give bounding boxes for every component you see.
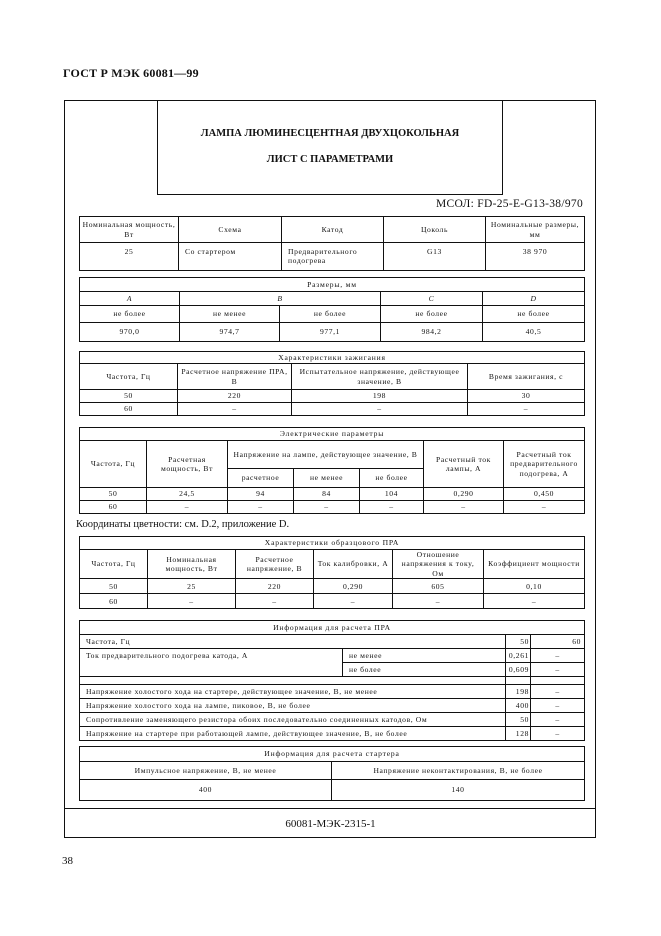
cell: – (294, 501, 360, 514)
dim-limit: не более (381, 306, 483, 323)
dim-value: 970,0 (80, 323, 180, 342)
ballast-table (79, 536, 585, 609)
th-rated-voltage: Расчетное напряжение, В (236, 550, 314, 579)
cell: 25 (80, 243, 179, 271)
cell: 30 (468, 390, 585, 403)
th-frequency: Частота, Гц (80, 441, 147, 488)
cell: 0,290 (314, 579, 393, 594)
dim-letter-a: A (80, 292, 180, 306)
dimensions-table (79, 277, 585, 342)
cell: 0,261 (506, 649, 531, 663)
th-sizes: Номинальные размеры, мм (486, 217, 585, 243)
cell: – (360, 501, 424, 514)
th-voltage-current-ratio: Отношение напряжения к току, Ом (393, 550, 484, 579)
cell: – (424, 501, 504, 514)
cell: 104 (360, 488, 424, 501)
cell: 198 (506, 685, 531, 699)
dim-limit: не более (80, 306, 180, 323)
cell: 220 (178, 390, 292, 403)
th-calibration-current: Ток калибровки, А (314, 550, 393, 579)
mcol-code: МСОЛ: FD-25-E-G13-38/970 (436, 198, 583, 210)
spacer (506, 677, 531, 685)
cell: – (531, 713, 585, 727)
th-sub: не менее (294, 469, 360, 488)
preheat-max-label: не более (343, 663, 506, 677)
cell: 25 (148, 579, 236, 594)
cell: – (178, 403, 292, 416)
cell: – (292, 403, 468, 416)
freq-60: 60 (531, 635, 585, 649)
cell: 50 (80, 579, 148, 594)
cell: Предварительного подогрева (282, 243, 384, 271)
general-table (79, 216, 585, 271)
dim-value: 40,5 (483, 323, 585, 342)
cell: 60 (80, 501, 147, 514)
dim-letter-c: C (381, 292, 483, 306)
cell: 60 (80, 403, 178, 416)
cell: – (148, 594, 236, 609)
cell: – (504, 501, 585, 514)
row-label: Напряжение на стартере при работающей лампе, действующее значение, В, не более (80, 727, 506, 741)
cell: 220 (236, 579, 314, 594)
th-frequency: Частота, Гц (80, 550, 148, 579)
cell: – (531, 663, 585, 677)
cell: 198 (292, 390, 468, 403)
dim-value: 977,1 (280, 323, 381, 342)
cell: 50 (506, 713, 531, 727)
title-box (157, 100, 503, 195)
electrical-table (79, 427, 585, 514)
doc-id: ГОСТ Р МЭК 60081—99 (63, 66, 199, 80)
cell: 50 (80, 488, 147, 501)
freq-label: Частота, Гц (80, 635, 506, 649)
ballast-caption: Характеристики образцового ПРА (80, 537, 585, 550)
th-power-factor: Коэффициент мощности (484, 550, 585, 579)
chromaticity-note: Координаты цветности: см. D.2, приложение D. (76, 519, 290, 530)
cell: 24,5 (147, 488, 228, 501)
th-lamp-voltage: Напряжение на лампе, действующее значение, В (228, 441, 424, 469)
cell: – (393, 594, 484, 609)
th-sub: не более (360, 469, 424, 488)
starter-info-table (79, 746, 585, 801)
cell: 605 (393, 579, 484, 594)
dim-limit: не более (280, 306, 381, 323)
ignition-table (79, 351, 585, 416)
row-label: Напряжение холостого хода на лампе, пиковое, В, не более (80, 699, 506, 713)
electrical-caption: Электрические параметры (80, 428, 585, 441)
spacer (80, 677, 506, 685)
cell: 94 (228, 488, 294, 501)
dim-letter-d: D (483, 292, 585, 306)
freq-50: 50 (506, 635, 531, 649)
dim-limit: не менее (180, 306, 280, 323)
cell: 50 (80, 390, 178, 403)
sheet-code: 60081-МЭК-2315-1 (285, 818, 376, 830)
th-impulse-voltage: Импульсное напряжение, В, не менее (80, 762, 332, 780)
th-frequency: Частота, Гц (80, 364, 178, 390)
dim-value: 984,2 (381, 323, 483, 342)
cell: 0,10 (484, 579, 585, 594)
cell: – (468, 403, 585, 416)
title-line-1: ЛАМПА ЛЮМИНЕСЦЕНТНАЯ ДВУХЦОКОЛЬНАЯ (200, 128, 460, 139)
th-base: Цоколь (384, 217, 486, 243)
th-nominal-power: Номинальная мощность, Вт (148, 550, 236, 579)
th-ballast-voltage: Расчетное напряжение ПРА, В (178, 364, 292, 390)
cell: – (236, 594, 314, 609)
spacer (531, 677, 585, 685)
th-power: Номинальная мощность, Вт (80, 217, 179, 243)
cell: 400 (80, 780, 332, 801)
cell: – (531, 727, 585, 741)
cell: 400 (506, 699, 531, 713)
cell: – (314, 594, 393, 609)
th-scheme: Схема (179, 217, 282, 243)
cell: 38 970 (486, 243, 585, 271)
cell: – (531, 649, 585, 663)
cell: G13 (384, 243, 486, 271)
th-lamp-current: Расчетный ток лампы, А (424, 441, 504, 488)
page-number: 38 (62, 855, 73, 867)
cell: – (531, 685, 585, 699)
th-rated-power: Расчетная мощность, Вт (147, 441, 228, 488)
dim-value: 974,7 (180, 323, 280, 342)
dimensions-caption: Размеры, мм (80, 278, 585, 292)
ballast-info-caption: Информация для расчета ПРА (80, 621, 585, 635)
th-noncontact-voltage: Напряжение неконтактирования, В, не более (332, 762, 585, 780)
cell: Со стартером (179, 243, 282, 271)
ignition-caption: Характеристики зажигания (80, 352, 585, 364)
th-test-voltage: Испытательное напряжение, действующее значение, В (292, 364, 468, 390)
cell: 0,290 (424, 488, 504, 501)
dim-letter-b: B (180, 292, 381, 306)
starter-info-caption: Информация для расчета стартера (80, 747, 585, 762)
th-cathode: Катод (282, 217, 384, 243)
cell: – (147, 501, 228, 514)
cell: – (228, 501, 294, 514)
cell: 128 (506, 727, 531, 741)
th-preheat-current: Расчетный ток предварительного подогрева, А (504, 441, 585, 488)
th-ignition-time: Время зажигания, с (468, 364, 585, 390)
preheat-label: Ток предварительного подогрева катода, А (80, 649, 343, 677)
row-label: Сопротивление заменяющего резистора обоих последовательно соединенных катодов, Ом (80, 713, 506, 727)
cell: 0,609 (506, 663, 531, 677)
cell: 60 (80, 594, 148, 609)
cell: 0,450 (504, 488, 585, 501)
footer-divider (64, 808, 596, 809)
cell: – (531, 699, 585, 713)
title-line-2: ЛИСТ С ПАРАМЕТРАМИ (266, 154, 394, 165)
ballast-info-table (79, 620, 585, 741)
cell: – (484, 594, 585, 609)
dim-limit: не более (483, 306, 585, 323)
row-label: Напряжение холостого хода на стартере, действующее значение, В, не менее (80, 685, 506, 699)
cell: 140 (332, 780, 585, 801)
cell: 84 (294, 488, 360, 501)
th-sub: расчетное (228, 469, 294, 488)
preheat-min-label: не менее (343, 649, 506, 663)
